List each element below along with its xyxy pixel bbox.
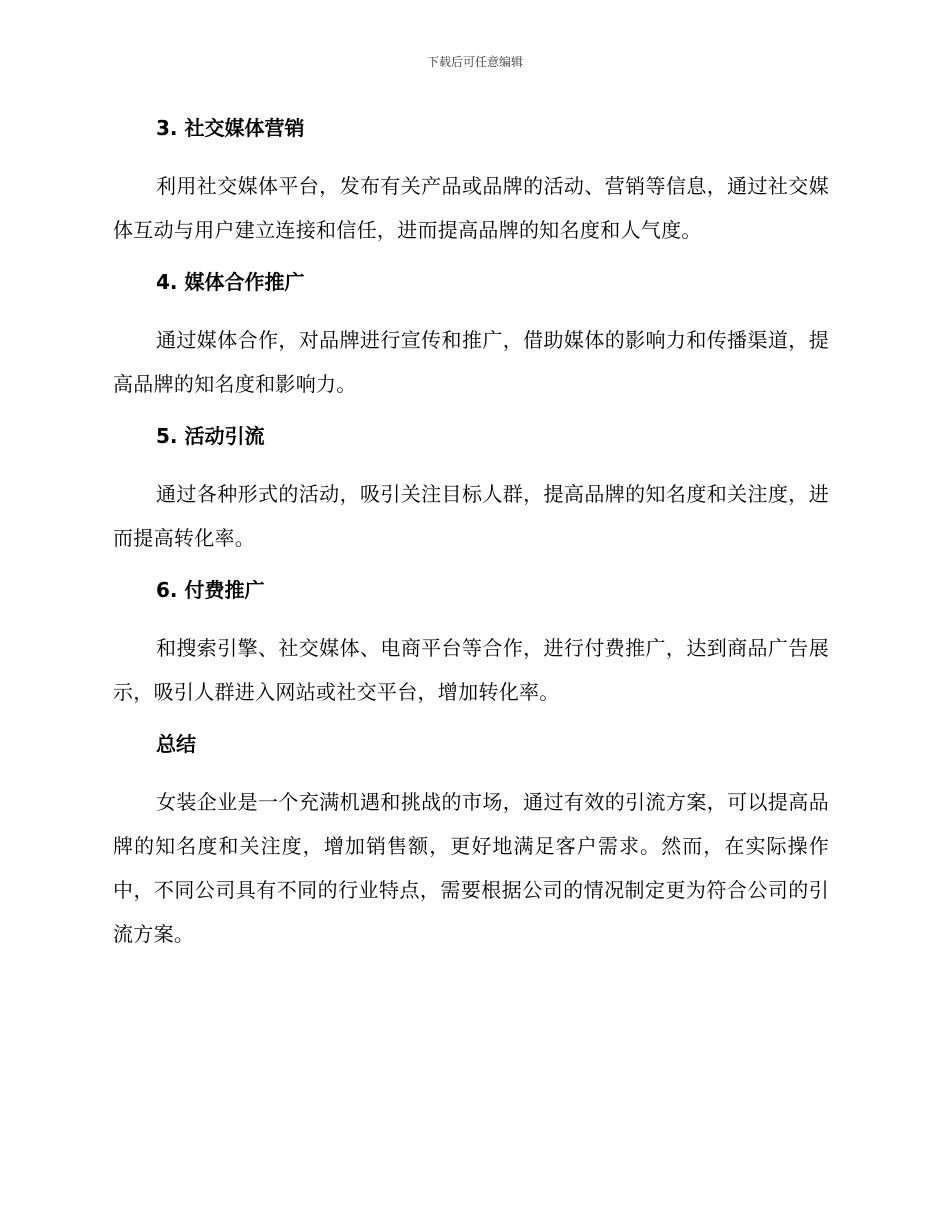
section-heading-paid-promotion: 6. 付费推广 [156, 578, 265, 602]
document-body [113, 112, 829, 956]
section-heading-social-media: 3. 社交媒体营销 [156, 116, 305, 140]
section-heading-media-cooperation: 4. 媒体合作推广 [156, 270, 305, 294]
section-body-social-media: 利用社交媒体平台，发布有关产品或品牌的活动、营销等信息，通过社交媒体互动与用户建立连接和信任，进而提高品牌的知名度和人气度。 [113, 174, 829, 242]
section-body-media-cooperation: 通过媒体合作，对品牌进行宣传和推广，借助媒体的影响力和传播渠道，提高品牌的知名度和影响力。 [113, 328, 829, 396]
section-body-paid-promotion: 和搜索引擎、社交媒体、电商平台等合作，进行付费推广，达到商品广告展示，吸引人群进入网站或社交平台，增加转化率。 [113, 636, 829, 704]
section-heading-summary: 总结 [156, 732, 196, 756]
section-heading-event-traffic: 5. 活动引流 [156, 424, 265, 448]
section-body-event-traffic: 通过各种形式的活动，吸引关注目标人群，提高品牌的知名度和关注度，进而提高转化率。 [113, 482, 829, 550]
page-header: 下载后可任意编辑 [426, 55, 523, 69]
section-body-summary: 女装企业是一个充满机遇和挑战的市场，通过有效的引流方案，可以提高品牌的知名度和关注度，增加销售额，更好地满足客户需求。然而，在实际操作中，不同公司具有不同的行业特点，需要根据公司的情况制定更为符合公司的引流方案。 [113, 790, 829, 946]
